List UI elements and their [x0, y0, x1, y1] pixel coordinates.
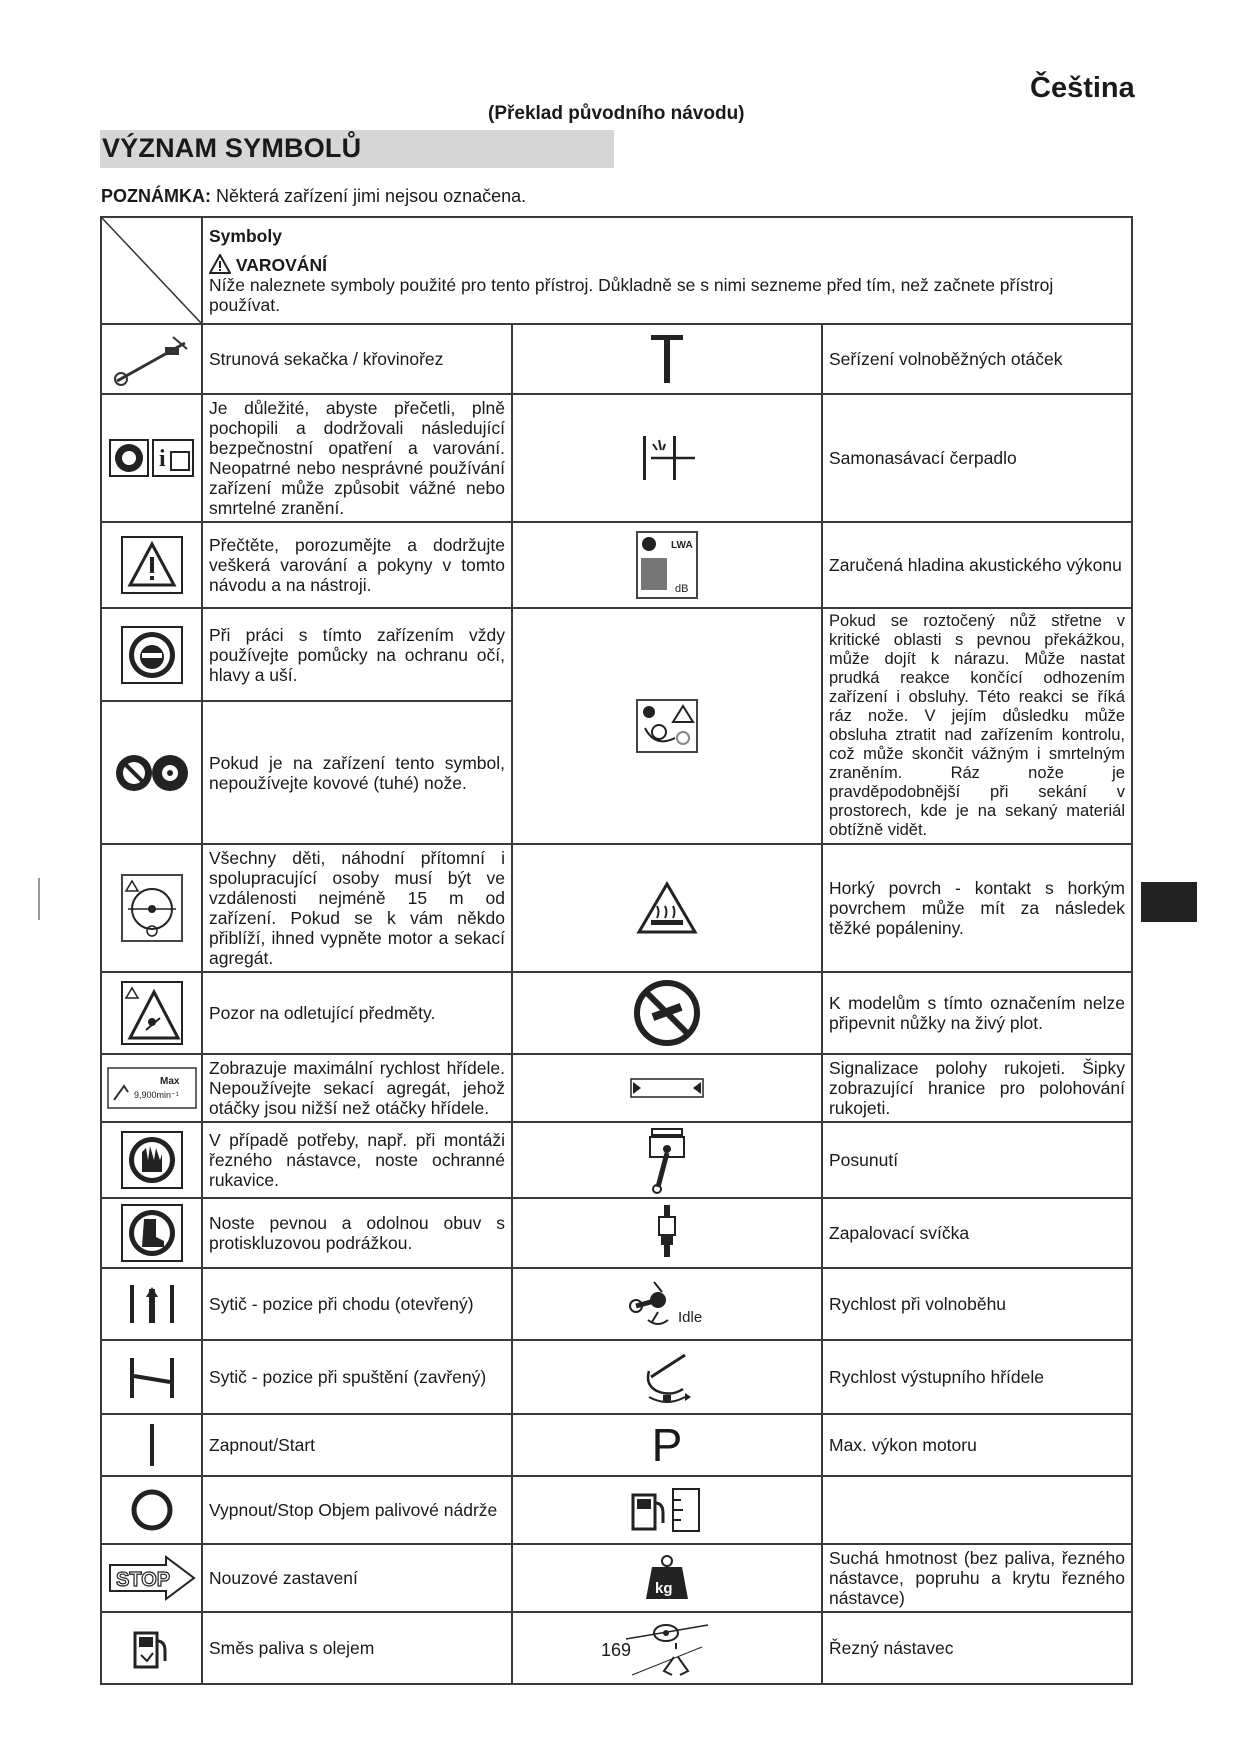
symbol-description: Pokud se roztočený nůž střetne v kritické oblasti s pevnou překážkou, může dojít k nárazu. Může nastat prudká reakce končící odhozením zařízení i obsluhy. Této reakci se říká ráz nože. V jejím důsledku může obsluha ztratit nad zařízením kontrolu, což může skončit vážným i smrtelným zraněním. Ráz nože je pravděpodobnější při sekání v prostorech, kde je na sekaný materiál obtížně vidět. [822, 608, 1132, 844]
note [101, 186, 526, 207]
symbol-description: Směs paliva s olejem [202, 1612, 512, 1684]
symbol-description: Pokud je na zařízení tento symbol, nepoužívejte kovové (tuhé) nože. [202, 701, 512, 844]
symbol-description: V případě potřeby, např. při montáži řezného nástavce, noste ochranné rukavice. [202, 1122, 512, 1198]
gloves-icon [101, 1122, 202, 1198]
diagonal-line-icon [102, 218, 201, 323]
svg-text:i: i [158, 446, 166, 472]
symbol-description: Strunová sekačka / křovinořez [202, 324, 512, 394]
table-row [101, 1414, 1132, 1476]
symbol-description: Zapnout/Start [202, 1414, 512, 1476]
warning-triangle-icon [101, 522, 202, 608]
symbol-description: K modelům s tímto označením nelze připevnit nůžky na živý plot. [822, 972, 1132, 1054]
symbol-description: Sytič - pozice při spuštění (zavřený) [202, 1340, 512, 1414]
subtitle: (Překlad původního návodu) [488, 103, 745, 124]
symbol-description: Noste pevnou a odolnou obuv s protiskluzovou podrážkou. [202, 1198, 512, 1268]
table-row [101, 1544, 1132, 1612]
boots-icon [101, 1198, 202, 1268]
symbol-description: Rychlost výstupního hřídele [822, 1340, 1132, 1414]
table-row [101, 1476, 1132, 1544]
idle-speed-icon [512, 1268, 822, 1340]
cutting-head-icon [512, 1612, 822, 1684]
warning-text: Níže naleznete symboly použité pro tento přístroj. Důkladně se s nimi sezneme před tím, než začnete přístroj používat. [209, 275, 1054, 315]
weight-icon [512, 1544, 822, 1612]
symbol-description: Max. výkon motoru [822, 1414, 1132, 1476]
symbol-description: Zaručená hladina akustického výkonu [822, 522, 1132, 608]
db-label: dB [675, 583, 689, 595]
warning-label: VAROVÁNÍ [235, 255, 327, 275]
section-tab-marker [1141, 882, 1197, 922]
off-stop-icon [101, 1476, 202, 1544]
table-row [101, 608, 1132, 701]
table-row [101, 1054, 1132, 1122]
idle-adjust-icon [512, 324, 822, 394]
blade-thrust-icon [512, 608, 822, 844]
table-row [101, 522, 1132, 608]
note-label: POZNÁMKA: [101, 186, 211, 206]
idle-label: Idle [678, 1309, 703, 1326]
keep-distance-icon [101, 844, 202, 972]
choke-closed-icon [101, 1340, 202, 1414]
no-hedge-trimmer-icon [512, 972, 822, 1054]
flying-objects-icon [101, 972, 202, 1054]
symbol-description: Rychlost při volnoběhu [822, 1268, 1132, 1340]
warning-triangle-small-icon [209, 254, 231, 274]
table-row [101, 394, 1132, 522]
output-shaft-icon [512, 1340, 822, 1414]
stop-label: STOP [115, 1569, 170, 1591]
read-manual-icon [101, 394, 202, 522]
power-icon [512, 1414, 822, 1476]
symbol-description: Všechny děti, náhodní přítomní i spolupracující osoby musí být ve vzdálenosti nejméně 15 m od zařízení. Pokud se k vám někdo přiblíží, ihned vypněte motor a sekací agregát. [202, 844, 512, 972]
choke-open-icon [101, 1268, 202, 1340]
symbol-description: Pozor na odletující předměty. [202, 972, 512, 1054]
kg-label: kg [655, 1580, 673, 1597]
symbol-description: Přečtěte, porozumějte a dodržujte veškerá varování a pokyny v tomto návodu a na nástroji. [202, 522, 512, 608]
symbol-description: Vypnout/Stop Objem palivové nádrže [202, 1476, 512, 1544]
symbol-description: Nouzové zastavení [202, 1544, 512, 1612]
symbol-description: Signalizace polohy rukojeti. Šipky zobrazující hranice pro polohování rukojeti. [822, 1054, 1132, 1122]
symbol-description [822, 1476, 1132, 1544]
fuel-tank-icon [512, 1476, 822, 1544]
table-row [101, 844, 1132, 972]
handle-position-icon [512, 1054, 822, 1122]
language-label: Čeština [1030, 72, 1135, 104]
symbol-description: Zobrazuje maximální rychlost hřídele. Nepoužívejte sekací agregát, jehož otáčky jsou nižší než otáčky hřídele. [202, 1054, 512, 1122]
header-diagonal-cell [101, 217, 202, 324]
string-trimmer-icon [101, 324, 202, 394]
max-speed-icon [101, 1054, 202, 1122]
table-row [101, 1340, 1132, 1414]
on-start-icon [101, 1414, 202, 1476]
table-row [101, 324, 1132, 394]
table-header-cell [202, 217, 1132, 324]
fuel-mix-icon [101, 1612, 202, 1684]
symbol-description: Suchá hmotnost (bez paliva, řezného nástavce, popruhu a krytu řezného nástavce) [822, 1544, 1132, 1612]
hot-surface-icon [512, 844, 822, 972]
symbol-description: Posunutí [822, 1122, 1132, 1198]
symbol-description: Horký povrch - kontakt s horkým povrchem může mít za následek těžké popáleniny. [822, 844, 1132, 972]
table-row [101, 972, 1132, 1054]
primer-pump-icon [512, 394, 822, 522]
lwa-label: LWA [671, 540, 693, 551]
table-row [101, 1268, 1132, 1340]
symbol-description: Zapalovací svíčka [822, 1198, 1132, 1268]
power-label: P [651, 1419, 683, 1471]
page-title: VÝZNAM SYMBOLŮ [102, 133, 362, 163]
protective-gear-icon [101, 608, 202, 701]
table-row [101, 1122, 1132, 1198]
page-number: 169 [601, 1640, 632, 1660]
table-header-row [101, 217, 1132, 324]
max-label: Max [159, 1076, 179, 1087]
note-text: Některá zařízení jimi nejsou označena. [211, 186, 527, 206]
no-metal-blade-icon [101, 701, 202, 844]
symbol-description: Seřízení volnoběžných otáček [822, 324, 1132, 394]
symbol-description: Je důležité, abyste přečetli, plně pochopili a dodržovali následující bezpečnostní opatření a varování. Neopatrné nebo nesprávné používání zařízení může způsobit vážné nebo smrtelné zranění. [202, 394, 512, 522]
stop-icon [101, 1544, 202, 1612]
symbol-description: Řezný nástavec [822, 1612, 1132, 1684]
symbol-description: Sytič - pozice při chodu (otevřený) [202, 1268, 512, 1340]
symbols-table [100, 216, 1133, 1685]
sound-power-icon [512, 522, 822, 608]
displacement-icon [512, 1122, 822, 1198]
max-speed-value: 9,900min⁻¹ [133, 1090, 179, 1100]
symbol-description: Samonasávací čerpadlo [822, 394, 1132, 522]
table-title: Symboly [209, 226, 282, 246]
spark-plug-icon [512, 1198, 822, 1268]
table-row [101, 1198, 1132, 1268]
symbol-description: Při práci s tímto zařízením vždy používejte pomůcky na ochranu očí, hlavy a uší. [202, 608, 512, 701]
edge-mark [38, 878, 40, 920]
